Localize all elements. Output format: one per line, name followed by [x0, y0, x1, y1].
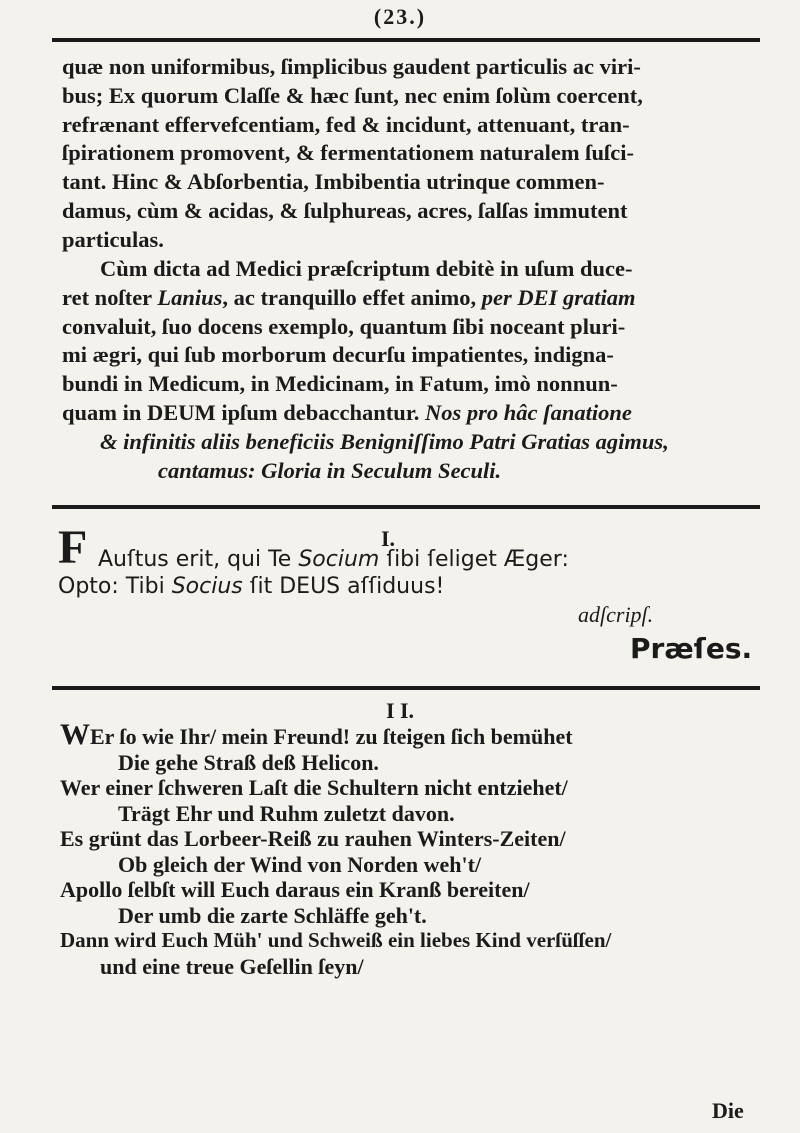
verse-line: Apollo ſelbſt will Euch daraus ein Kranß bereiten/ [60, 877, 530, 902]
verse-line: Der umb die zarte Schläffe geh't. [118, 902, 427, 928]
latin-paragraph-1 [62, 53, 762, 255]
text-line: mi ægri, qui ſub morborum decurſu impatientes, indigna- [62, 342, 614, 368]
section-rule [52, 686, 760, 690]
verse-line: Die gehe Straß deß Helicon. [118, 749, 379, 775]
text-line: convaluit, ſuo docens exemplo, quantum ſibi noceant pluri- [62, 313, 626, 339]
text-line: Cùm dicta ad Medici præſcriptum debitè in uſum duce- [100, 256, 633, 281]
verse-line: Opto: Tibi Socius ſit DEUS aſſiduus! [58, 574, 445, 599]
verse-line: Wer einer ſchweren Laſt die Schultern nicht entziehet/ [60, 775, 568, 800]
adscripsit-note: adſcripſ. [578, 602, 654, 627]
text-line: quæ non uniformibus, ſimplicibus gaudent particulis ac viri- [62, 54, 641, 79]
section-1-numeral: I. [380, 526, 396, 551]
verse-line: und eine treue Geſellin ſeyn/ [100, 953, 364, 979]
text-line: & infinitis aliis beneficiis Benigniſſimo Patri Gratias agimus, [100, 428, 669, 454]
text-line: refrænant effervefcentiam, fed & incidunt, attenuant, tran- [62, 111, 630, 137]
praeses-signature: Præſes. [630, 632, 753, 665]
text-line: ſpirationem promovent, & fermentationem naturalem ſuſci- [62, 140, 634, 166]
page-number: (23.) [373, 4, 427, 29]
latin-paragraph-2 [62, 255, 762, 485]
verse-line: Auſtus erit, qui Te Socium ſibi ſeliget Æger: [98, 547, 569, 572]
catchword: Die [712, 1098, 744, 1123]
text-line: cantamus: Gloria in Seculum Seculi. [158, 457, 502, 483]
text-line: bus; Ex quorum Claſſe & hæc ſunt, nec enim ſolùm coercent, [62, 82, 643, 108]
section-2-dropcap: W [60, 718, 90, 751]
text-line: quam in DEUM ipſum debacchantur. Nos pro hâc ſanatione [62, 399, 632, 425]
verse-line: WEr ſo wie Ihr/ mein Freund! zu ſteigen ſich bemühet [60, 718, 573, 751]
text-line: ret noſter Lanius, ac tranquillo effet animo, per DEI gratiam [62, 284, 636, 310]
section-1-dropcap: F [58, 521, 88, 574]
verse-line: Trägt Ehr und Ruhm zuletzt davon. [118, 800, 455, 826]
verse-line: Ob gleich der Wind von Norden weh't/ [118, 851, 482, 877]
text-line: tant. Hinc & Abſorbentia, Imbibentia utrinque commen- [62, 169, 605, 195]
text-line: damus, cùm & acidas, & ſulphureas, acres, ſalſas immutent [62, 197, 628, 223]
section-2-numeral: I I. [385, 698, 415, 723]
top-rule [52, 38, 760, 42]
verse-line: Es grünt das Lorbeer-Reiß zu rauhen Winters-Zeiten/ [60, 826, 566, 851]
section-rule [52, 505, 760, 509]
section-2-verse [60, 718, 770, 979]
text-line: particulas. [62, 226, 164, 252]
verse-line: Dann wird Euch Müh' und Schweiß ein liebes Kind verſüſſen/ [60, 928, 612, 952]
section-1-verse [58, 546, 569, 600]
text-line: bundi in Medicum, in Medicinam, in Fatum, imò nonnun- [62, 371, 618, 397]
